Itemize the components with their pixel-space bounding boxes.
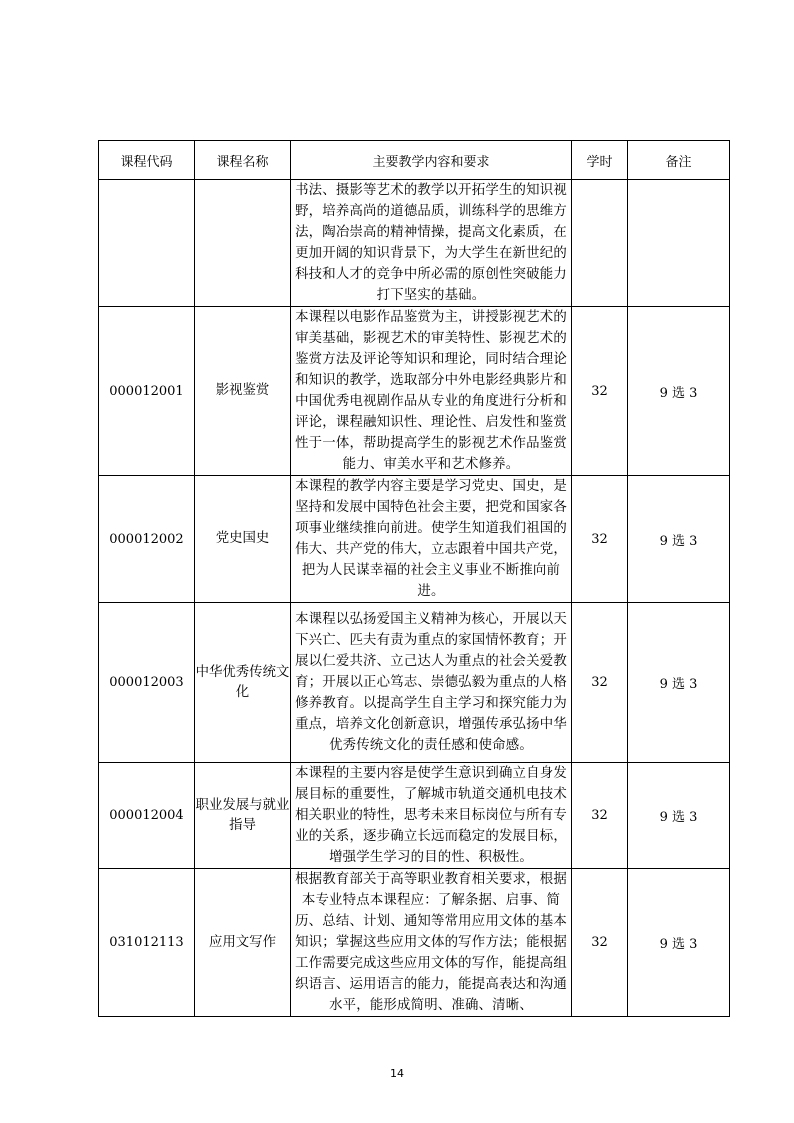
- course-name-cell: [195, 180, 291, 307]
- course-content-cell: 本课程以弘扬爱国主义精神为核心，开展以天下兴亡、匹夫有责为重点的家国情怀教育；开展以仁爱共济、立己达人为重点的社会关爱教育；开展以正心笃志、崇德弘毅为重点的人格修养教育。以提高学生自主学习和探究能力为重点，培养文化创新意识，增强传承弘扬中华优秀传统文化的责任感和使命感。: [291, 603, 572, 763]
- course-code-cell: [99, 180, 195, 307]
- course-hours-cell: 32: [572, 869, 628, 1017]
- table-row: [99, 763, 730, 869]
- course-code-cell: 000012003: [99, 603, 195, 763]
- course-note-cell: 9 选 3: [628, 307, 730, 476]
- course-name-cell: 影视鉴赏: [195, 307, 291, 476]
- header-note: 备注: [628, 141, 730, 180]
- course-note-cell: 9 选 3: [628, 763, 730, 869]
- course-hours-cell: 32: [572, 476, 628, 603]
- course-table: [98, 140, 730, 1017]
- table-header-row: [99, 141, 730, 180]
- course-content-cell: 本课程的教学内容主要是学习党史、国史，是坚持和发展中国特色社会主要，把党和国家各项事业继续推向前进。使学生知道我们祖国的伟大、共产党的伟大，立志跟着中国共产党，把为人民谋幸福的社会主义事业不断推向前进。: [291, 476, 572, 603]
- course-code-cell: 000012004: [99, 763, 195, 869]
- course-hours-cell: 32: [572, 603, 628, 763]
- course-code-cell: 000012001: [99, 307, 195, 476]
- table-row: [99, 603, 730, 763]
- header-hours: 学时: [572, 141, 628, 180]
- page-number: 14: [390, 1067, 404, 1080]
- course-hours-cell: 32: [572, 307, 628, 476]
- course-hours-cell: 32: [572, 763, 628, 869]
- table-row: [99, 307, 730, 476]
- table-row: [99, 476, 730, 603]
- course-note-cell: 9 选 3: [628, 476, 730, 603]
- course-hours-cell: [572, 180, 628, 307]
- table-row: [99, 869, 730, 1017]
- course-note-cell: [628, 180, 730, 307]
- header-course-name: 课程名称: [195, 141, 291, 180]
- course-content-cell: 书法、摄影等艺术的教学以开拓学生的知识视野，培养高尚的道德品质，训练科学的思维方法，陶冶崇高的精神情操，提高文化素质，在更加开阔的知识背景下，为大学生在新世纪的科技和人才的竞争中所必需的原创性突破能力打下坚实的基础。: [291, 180, 572, 307]
- course-name-cell: 党史国史: [195, 476, 291, 603]
- course-content-cell: 本课程的主要内容是使学生意识到确立自身发展目标的重要性，了解城市轨道交通机电技术相关职业的特性，思考未来目标岗位与所有专业的关系，逐步确立长远而稳定的发展目标，增强学生学习的目的性、积极性。: [291, 763, 572, 869]
- course-note-cell: 9 选 3: [628, 869, 730, 1017]
- course-name-cell: 应用文写作: [195, 869, 291, 1017]
- header-course-code: 课程代码: [99, 141, 195, 180]
- course-code-cell: 031012113: [99, 869, 195, 1017]
- course-content-cell: 根据教育部关于高等职业教育相关要求，根据本专业特点本课程应：了解条据、启事、简历、总结、计划、通知等常用应用文体的基本知识；掌握这些应用文体的写作方法；能根据工作需要完成这些应用文体的写作，能提高组织语言、运用语言的能力，能提高表达和沟通水平，能形成简明、准确、清晰、: [291, 869, 572, 1017]
- course-code-cell: 000012002: [99, 476, 195, 603]
- course-content-cell: 本课程以电影作品鉴赏为主，讲授影视艺术的审美基础，影视艺术的审美特性、影视艺术的鉴赏方法及评论等知识和理论，同时结合理论和知识的教学，选取部分中外电影经典影片和中国优秀电视剧作品从专业的角度进行分析和评论，课程融知识性、理论性、启发性和鉴赏性于一体，帮助提高学生的影视艺术作品鉴赏能力、审美水平和艺术修养。: [291, 307, 572, 476]
- header-course-content: 主要教学内容和要求: [291, 141, 572, 180]
- course-note-cell: 9 选 3: [628, 603, 730, 763]
- table-row: [99, 180, 730, 307]
- course-name-cell: 职业发展与就业指导: [195, 763, 291, 869]
- course-name-cell: 中华优秀传统文化: [195, 603, 291, 763]
